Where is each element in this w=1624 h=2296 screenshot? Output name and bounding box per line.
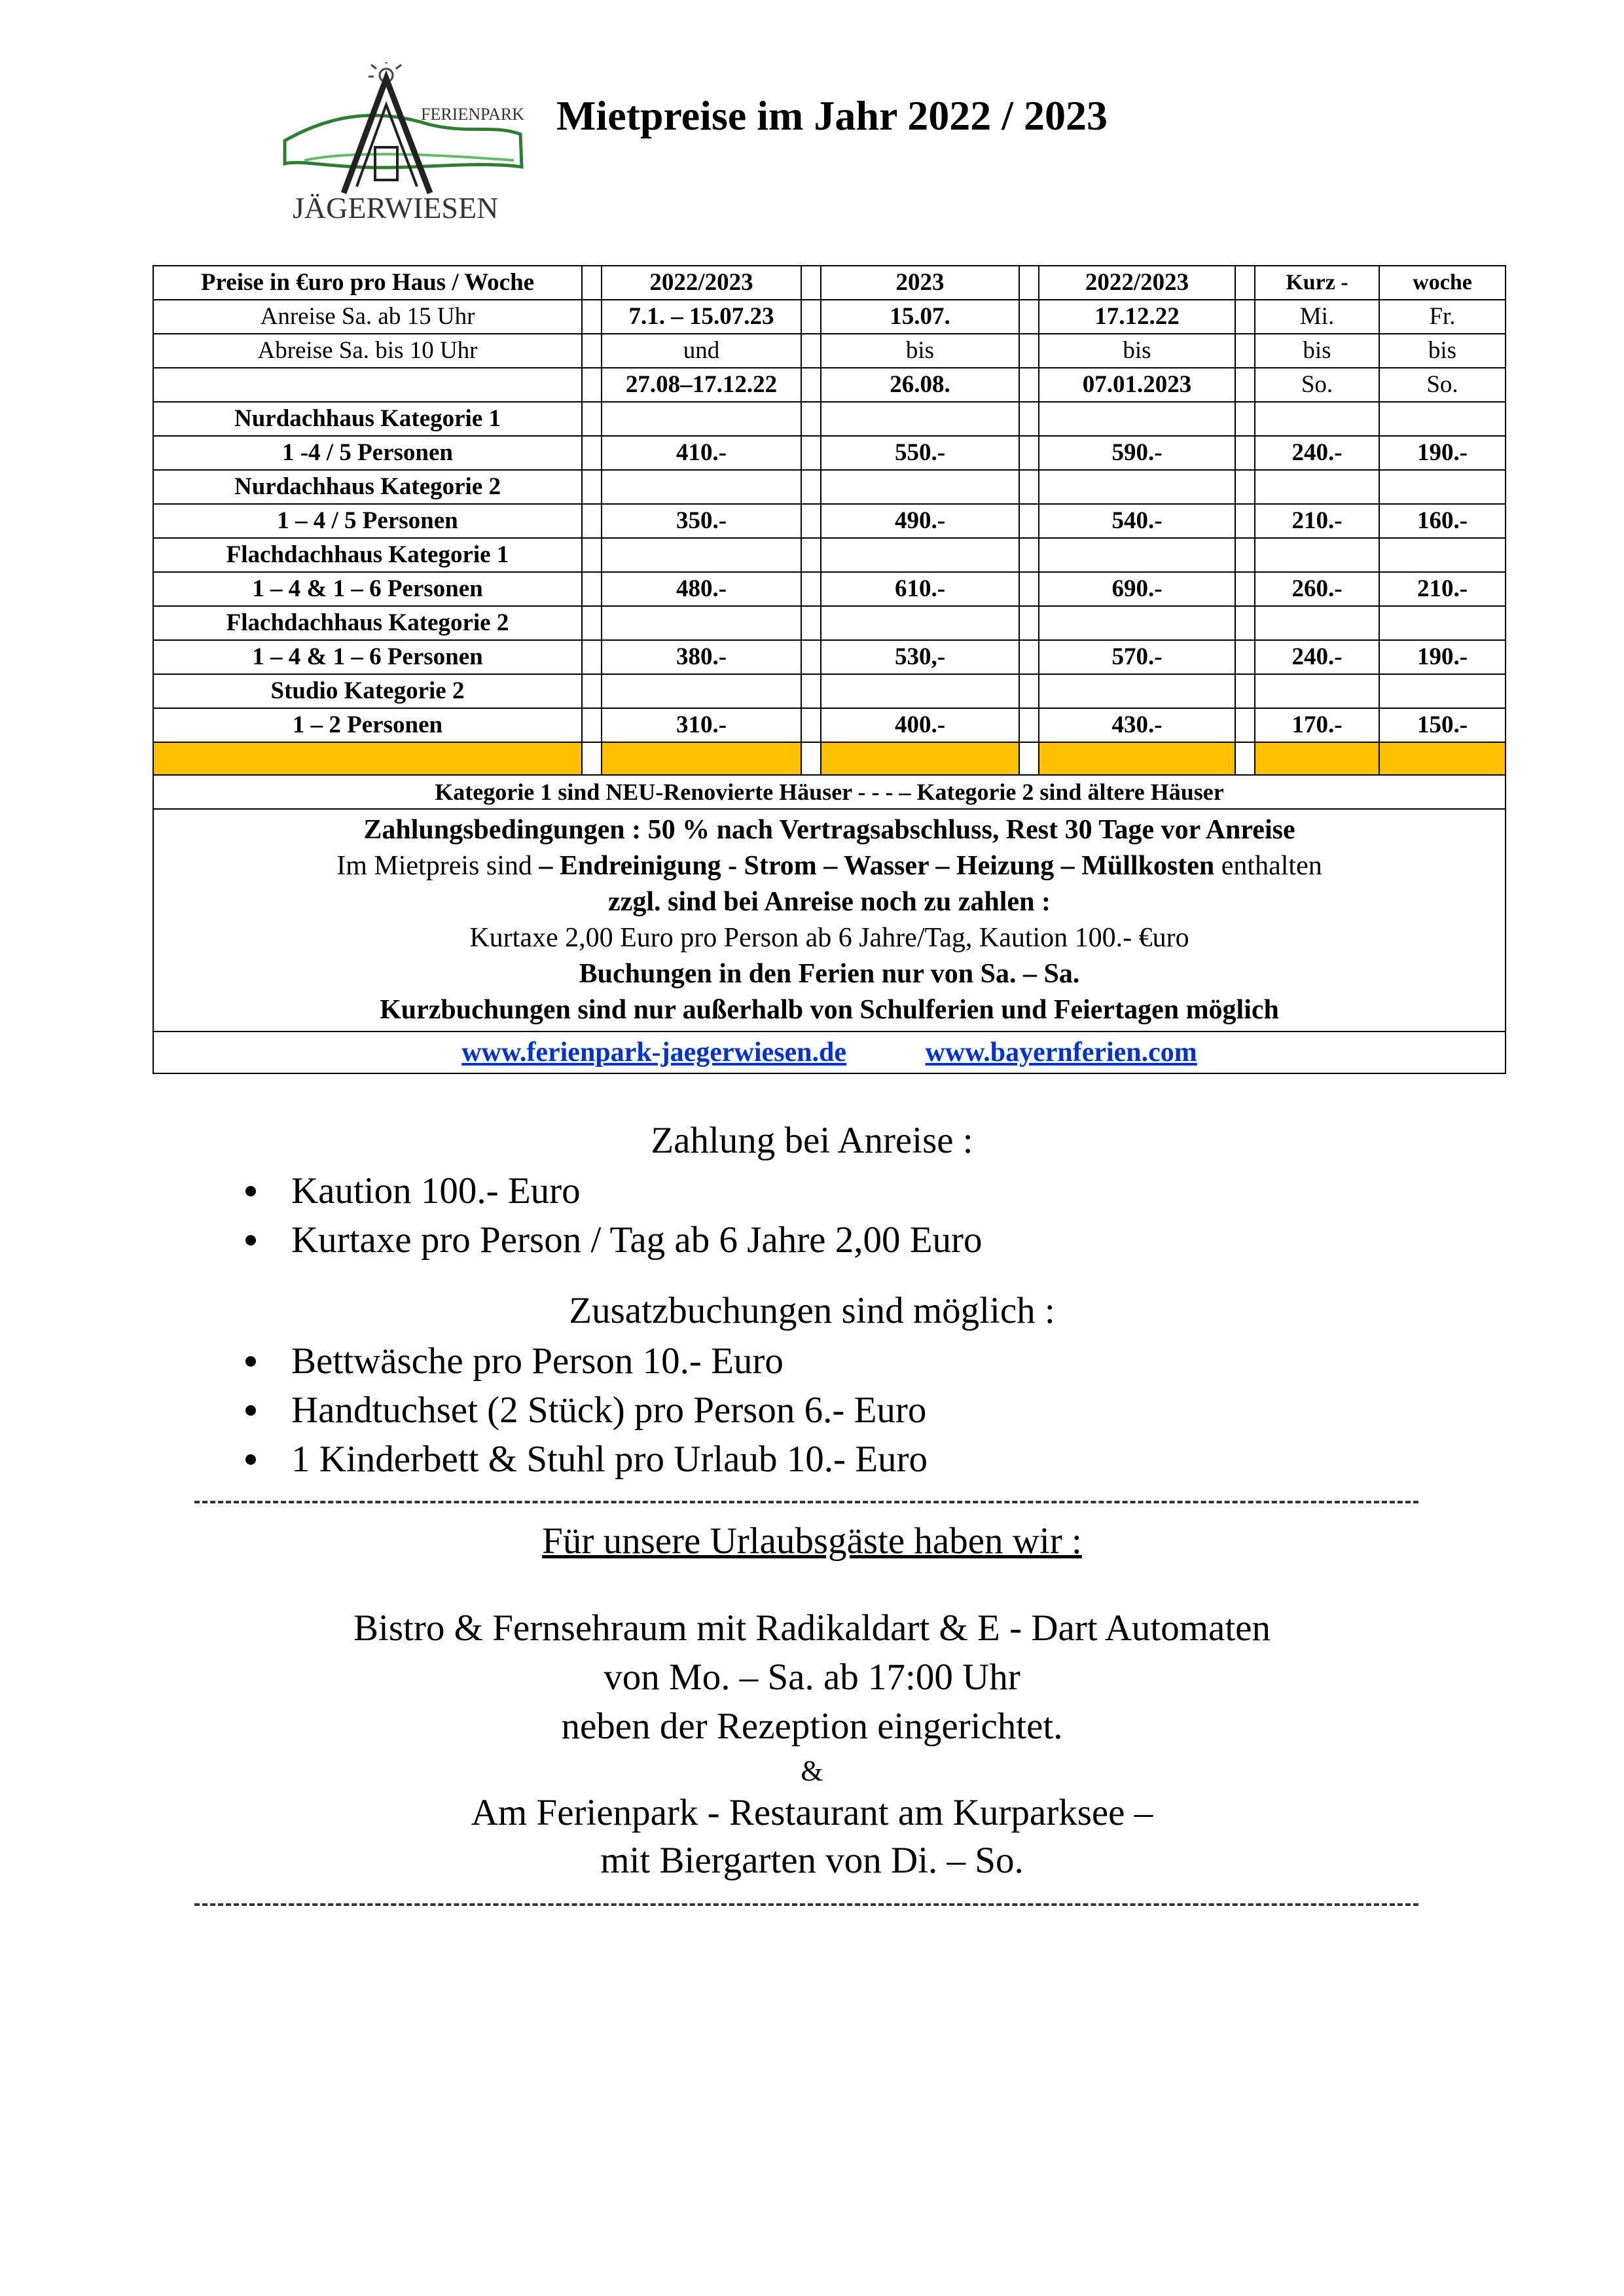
extra-heading: zzgl. sind bei Anreise noch zu zahlen : <box>608 887 1051 917</box>
list-item <box>245 1215 983 1265</box>
list-item <box>245 1166 983 1215</box>
included-prefix: Im Mietpreis sind <box>336 851 532 881</box>
table-header-row <box>153 266 1506 300</box>
guests-line: & <box>801 1755 823 1787</box>
price-cell: 550.- <box>821 436 1019 470</box>
guests-line: von Mo. – Sa. ab 17:00 Uhr <box>604 1657 1020 1698</box>
date-row <box>153 300 1506 334</box>
bullet-icon <box>245 1235 256 1246</box>
list-item-text: Handtuchset (2 Stück) pro Person 6.- Euro <box>291 1390 927 1431</box>
price-cell: 590.- <box>1039 436 1235 470</box>
included-suffix: enthalten <box>1221 851 1322 881</box>
date-row-label <box>153 368 582 402</box>
guests-line: Am Ferienpark - Restaurant am Kurparksee – <box>471 1792 1153 1833</box>
list-item-text: Bettwäsche pro Person 10.- Euro <box>291 1340 784 1382</box>
persons-label: 1 – 2 Personen <box>153 708 582 742</box>
list-item <box>245 1435 928 1484</box>
link-bayernferien[interactable]: www.bayernferien.com <box>925 1037 1197 1067</box>
price-cell: 480.- <box>602 572 801 606</box>
dashed-divider <box>194 1903 1418 1906</box>
price-row <box>153 436 1506 470</box>
date-cell: und <box>602 334 801 368</box>
highlight-row <box>153 742 1506 775</box>
logo-brand-top: FERIENPARK <box>421 105 524 124</box>
date-cell: So. <box>1379 368 1506 402</box>
price-cell: 170.- <box>1255 708 1379 742</box>
terms-row <box>153 809 1506 1031</box>
price-cell: 150.- <box>1379 708 1506 742</box>
price-cell: 380.- <box>602 640 801 674</box>
guests-heading <box>0 1520 1624 1562</box>
header-col: 2022/2023 <box>1039 266 1235 300</box>
category-note: Kategorie 1 sind NEU-Renovierte Häuser - - - – Kategorie 2 sind ältere Häuser <box>153 775 1506 809</box>
links-cell <box>153 1031 1506 1073</box>
date-cell: bis <box>1255 334 1379 368</box>
persons-label: 1 – 4 & 1 – 6 Personen <box>153 572 582 606</box>
category-row <box>153 470 1506 504</box>
price-cell: 350.- <box>602 504 801 538</box>
list-item-text: 1 Kinderbett & Stuhl pro Urlaub 10.- Euro <box>291 1439 928 1480</box>
price-row <box>153 504 1506 538</box>
date-cell: 27.08–17.12.22 <box>602 368 801 402</box>
logo-graphic <box>278 62 540 226</box>
date-cell: 17.12.22 <box>1039 300 1235 334</box>
price-cell: 530,- <box>821 640 1019 674</box>
price-row <box>153 708 1506 742</box>
price-cell: 490.- <box>821 504 1019 538</box>
price-cell: 190.- <box>1379 640 1506 674</box>
price-cell: 310.- <box>602 708 801 742</box>
list-item <box>245 1386 928 1435</box>
price-table <box>153 265 1506 1074</box>
logo <box>278 62 540 226</box>
link-ferienpark[interactable]: www.ferienpark-jaegerwiesen.de <box>461 1037 847 1067</box>
price-cell: 210.- <box>1379 572 1506 606</box>
price-row <box>153 640 1506 674</box>
price-cell: 410.- <box>602 436 801 470</box>
date-cell: 15.07. <box>821 300 1019 334</box>
dashed-divider <box>194 1501 1418 1503</box>
price-cell: 400.- <box>821 708 1019 742</box>
date-cell: So. <box>1255 368 1379 402</box>
bullet-icon <box>245 1405 256 1416</box>
category-name: Flachdachhaus Kategorie 1 <box>153 538 582 572</box>
price-cell: 430.- <box>1039 708 1235 742</box>
included-line <box>156 848 1502 884</box>
header-col: Kurz - <box>1255 266 1379 300</box>
terms-cell <box>153 809 1506 1031</box>
header-col: 2023 <box>821 266 1019 300</box>
list-item-text: Kaution 100.- Euro <box>291 1170 581 1211</box>
payment-terms: Zahlungsbedingungen : 50 % nach Vertragsabschluss, Rest 30 Tage vor Anreise <box>363 815 1295 845</box>
persons-label: 1 -4 / 5 Personen <box>153 436 582 470</box>
price-row <box>153 572 1506 606</box>
price-cell: 610.- <box>821 572 1019 606</box>
category-note-row <box>153 775 1506 809</box>
list-item-text: Kurtaxe pro Person / Tag ab 6 Jahre 2,00 Euro <box>291 1219 983 1261</box>
price-cell: 260.- <box>1255 572 1379 606</box>
extra-text: Kurtaxe 2,00 Euro pro Person ab 6 Jahre/Tag, Kaution 100.- €uro <box>469 923 1189 953</box>
date-cell: Mi. <box>1255 300 1379 334</box>
extras-heading: Zusatzbuchungen sind möglich : <box>569 1290 1055 1331</box>
category-row <box>153 402 1506 436</box>
date-cell: bis <box>1039 334 1235 368</box>
bullet-icon <box>245 1186 256 1196</box>
price-cell: 690.- <box>1039 572 1235 606</box>
short-booking-rule: Kurzbuchungen sind nur außerhalb von Schulferien und Feiertagen möglich <box>380 995 1279 1025</box>
date-row <box>153 368 1506 402</box>
price-cell: 240.- <box>1255 640 1379 674</box>
persons-label: 1 – 4 & 1 – 6 Personen <box>153 640 582 674</box>
category-name: Nurdachhaus Kategorie 1 <box>153 402 582 436</box>
arrival-payment-list <box>245 1166 983 1265</box>
date-cell: bis <box>821 334 1019 368</box>
date-cell: 07.01.2023 <box>1039 368 1235 402</box>
price-cell: 540.- <box>1039 504 1235 538</box>
price-cell: 160.- <box>1379 504 1506 538</box>
date-cell: 7.1. – 15.07.23 <box>602 300 801 334</box>
guests-heading-text: Für unsere Urlaubsgäste haben wir : <box>542 1520 1082 1562</box>
header-label: Preise in €uro pro Haus / Woche <box>153 266 582 300</box>
booking-rule: Buchungen in den Ferien nur von Sa. – Sa. <box>579 959 1080 989</box>
links-row <box>153 1031 1506 1073</box>
guests-line: mit Biergarten von Di. – So. <box>600 1840 1024 1881</box>
bullet-icon <box>245 1356 256 1367</box>
arrival-payment-heading: Zahlung bei Anreise : <box>651 1120 973 1161</box>
price-cell: 570.- <box>1039 640 1235 674</box>
page-title: Mietpreise im Jahr 2022 / 2023 <box>556 92 1108 139</box>
category-row <box>153 606 1506 640</box>
category-name: Nurdachhaus Kategorie 2 <box>153 470 582 504</box>
date-row <box>153 334 1506 368</box>
date-cell: 26.08. <box>821 368 1019 402</box>
price-cell: 240.- <box>1255 436 1379 470</box>
header-col: 2022/2023 <box>602 266 801 300</box>
category-name: Flachdachhaus Kategorie 2 <box>153 606 582 640</box>
date-row-label: Abreise Sa. bis 10 Uhr <box>153 334 582 368</box>
logo-brand-main: JÄGERWIESEN <box>293 191 499 224</box>
price-cell: 210.- <box>1255 504 1379 538</box>
category-row <box>153 538 1506 572</box>
date-row-label: Anreise Sa. ab 15 Uhr <box>153 300 582 334</box>
category-row <box>153 674 1506 708</box>
persons-label: 1 – 4 / 5 Personen <box>153 504 582 538</box>
price-cell: 190.- <box>1379 436 1506 470</box>
included-items: – Endreinigung - Strom – Wasser – Heizung – Müllkosten <box>539 851 1215 881</box>
list-item <box>245 1336 928 1386</box>
category-name: Studio Kategorie 2 <box>153 674 582 708</box>
guests-line: neben der Rezeption eingerichtet. <box>561 1706 1063 1747</box>
header-col: woche <box>1379 266 1506 300</box>
extras-list <box>245 1336 928 1484</box>
bullet-icon <box>245 1454 256 1465</box>
guests-line: Bistro & Fernsehraum mit Radikaldart & E - Dart Automaten <box>353 1607 1271 1649</box>
date-cell: bis <box>1379 334 1506 368</box>
date-cell: Fr. <box>1379 300 1506 334</box>
